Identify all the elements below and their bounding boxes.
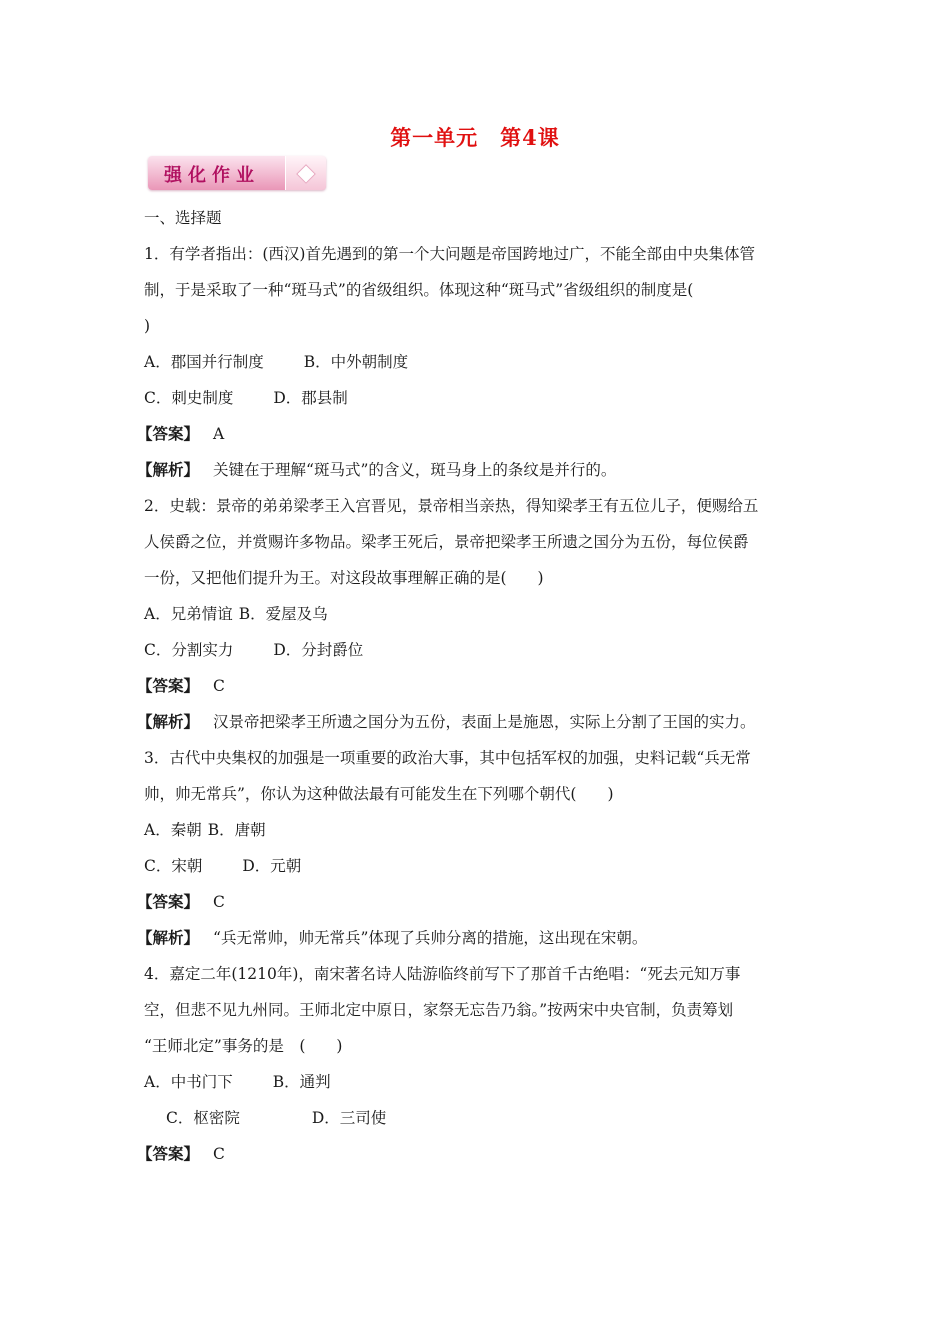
question-3 [137, 740, 812, 956]
option-d: D．分封爵位 [273, 641, 364, 659]
option-a: A．郡国并行制度 [144, 353, 264, 371]
option-d: D．三司使 [311, 1109, 387, 1127]
analysis-label: 【解析】 [137, 928, 200, 947]
question-text-line: 制，于是采取了一种“斑马式”的省级组织。体现这种“斑马式”省级组织的制度是( [144, 281, 694, 299]
answer-row [137, 668, 812, 704]
option-d: D．元朝 [242, 857, 302, 875]
analysis-row [137, 704, 812, 740]
option-row [144, 812, 812, 848]
option-c: C．宋朝 [144, 857, 203, 875]
analysis-row [137, 920, 812, 956]
diamond-icon [296, 164, 316, 184]
option-row [144, 1064, 812, 1100]
homework-banner [148, 156, 326, 190]
question-text-line: 4．嘉定二年(1210年)，南宋著名诗人陆游临终前写下了那首千古绝唱：“死去元知万事 [144, 965, 741, 983]
question-text-line: 空，但悲不见九州同。王师北定中原日，家祭无忘告乃翁。”按两宋中央官制，负责筹划 [144, 1001, 734, 1019]
option-row [144, 848, 812, 884]
option-c: C．分割实力 [144, 641, 234, 659]
option-b: B．唐朝 [207, 821, 266, 839]
answer-row [137, 416, 812, 452]
option-b: B．爱屋及乌 [238, 605, 328, 623]
option-a: A．秦朝 [144, 821, 202, 839]
question-text-line: 2．史载：景帝的弟弟梁孝王入宫晋见，景帝相当亲热，得知梁孝王有五位儿子，便赐给五 [144, 497, 759, 515]
analysis-label: 【解析】 [137, 712, 200, 731]
option-row [144, 596, 812, 632]
option-row [144, 1100, 812, 1136]
question-text-line: 帅，帅无常兵”，你认为这种做法最有可能发生在下列哪个朝代( ) [144, 785, 614, 803]
option-row [144, 344, 812, 380]
section-heading: 一、选择题 [144, 209, 222, 227]
answer-label: 【答案】 [137, 1144, 200, 1163]
answer-value: A [213, 425, 225, 443]
answer-label: 【答案】 [137, 424, 200, 443]
option-c: C．枢密院 [166, 1109, 240, 1127]
question-text-line: 一份，又把他们提升为王。对这段故事理解正确的是( ) [144, 569, 544, 587]
option-a: A．兄弟情谊 [144, 605, 233, 623]
question-list [137, 200, 812, 1172]
question-text-line: 人侯爵之位，并赏赐许多物品。梁孝王死后，景帝把梁孝王所遗之国分为五份，每位侯爵 [144, 533, 749, 551]
answer-value: C [213, 677, 225, 695]
analysis-row [137, 452, 812, 488]
option-d: D．郡县制 [273, 389, 348, 407]
answer-row [137, 1136, 812, 1172]
question-text-line: 1．有学者指出：(西汉)首先遇到的第一个大问题是帝国跨地过广，不能全部由中央集体管 [144, 245, 755, 263]
option-row [144, 380, 812, 416]
option-row [144, 632, 812, 668]
answer-label: 【答案】 [137, 676, 200, 695]
answer-value: C [213, 893, 225, 911]
analysis-text: “兵无常帅，帅无常兵”体现了兵帅分离的措施，这出现在宋朝。 [213, 929, 648, 947]
option-b: B．通判 [272, 1073, 331, 1091]
analysis-text: 关键在于理解“斑马式”的含义，斑马身上的条纹是并行的。 [213, 461, 617, 479]
question-1 [137, 236, 812, 488]
option-c: C．刺史制度 [144, 389, 234, 407]
page-title: 第一单元 第4课 [390, 125, 560, 150]
answer-row [137, 884, 812, 920]
option-b: B．中外朝制度 [303, 353, 409, 371]
analysis-text: 汉景帝把梁孝王所遗之国分为五份，表面上是施恩，实际上分割了王国的实力。 [213, 713, 756, 731]
question-2 [137, 488, 812, 740]
banner-label: 强化作业 [164, 165, 260, 186]
question-text-line: 3．古代中央集权的加强是一项重要的政治大事，其中包括军权的加强，史料记载“兵无常 [144, 749, 751, 767]
answer-label: 【答案】 [137, 892, 200, 911]
question-text-line: “王师北定”事务的是 ( ) [144, 1037, 343, 1055]
option-a: A．中书门下 [144, 1073, 233, 1091]
analysis-label: 【解析】 [137, 460, 200, 479]
question-text-line: ) [144, 317, 151, 335]
banner-tail [285, 156, 326, 190]
answer-value: C [213, 1145, 225, 1163]
question-4 [137, 956, 812, 1172]
